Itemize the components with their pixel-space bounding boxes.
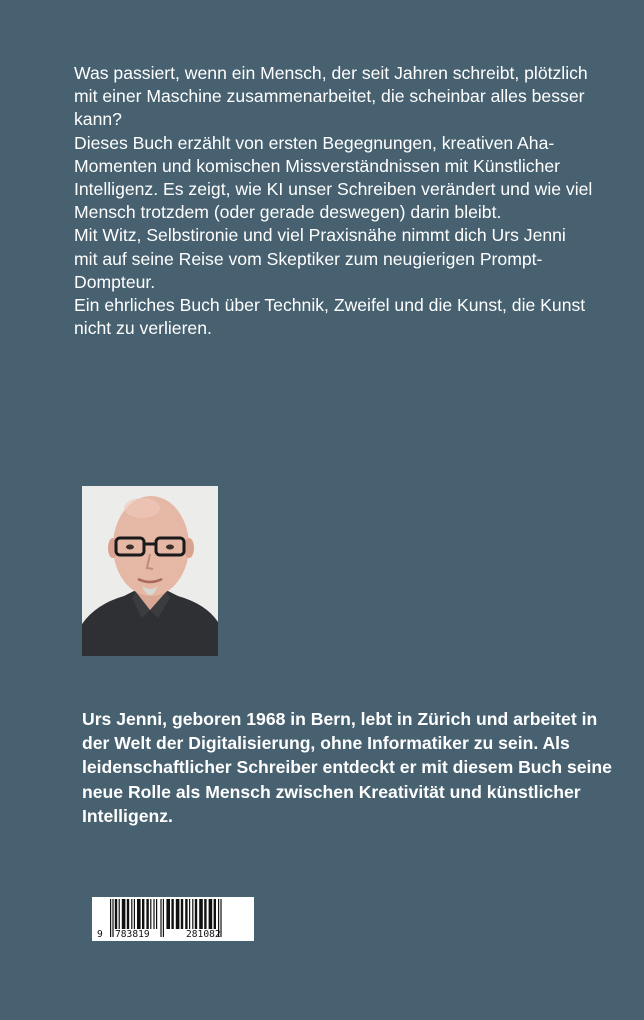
author-bio: Urs Jenni, geboren 1968 in Bern, lebt in Zürich und arbeitet in der Welt der Digitalisierung, ohne Informatiker zu sein. Als leidenschaftlicher Schreiber entdeckt er mit diesem Buch seine neue Rolle als Mensch zwischen Kreativität und künstlicher Intelligenz.: [82, 709, 612, 826]
blurb-paragraph-3: Mit Witz, Selbstironie und viel Praxisnähe nimmt dich Urs Jenni mit auf seine Reise vom Skeptiker zum neugierigen Prompt-Dompteur.: [74, 225, 566, 292]
isbn-barcode: [92, 897, 254, 941]
back-cover-blurb: [74, 62, 594, 340]
blurb-paragraph-2: Dieses Buch erzählt von ersten Begegnungen, kreativen Aha- Momenten und komischen Missverständnissen mit Künstlicher Intelligenz. Es zeigt, wie KI unser Schreiben verändert und wie viel Mensch trotzdem (oder gerade deswegen) darin bleibt.: [74, 132, 593, 223]
blurb-paragraph-1: Was passiert, wenn ein Mensch, der seit Jahren schreibt, plötzlich mit einer Maschine zusammenarbeitet, die scheinbar alles besser kann?: [74, 63, 588, 130]
blurb-paragraph-4: Ein ehrliches Buch über Technik, Zweifel und die Kunst, die Kunst nicht zu verlieren.: [74, 295, 586, 339]
barcode-lead-digit: 9: [97, 929, 103, 940]
author-portrait-illustration: [82, 486, 218, 656]
barcode-left-group: 783819: [115, 929, 150, 940]
author-photo: [82, 486, 218, 656]
barcode-right-group: 281082: [186, 929, 221, 940]
